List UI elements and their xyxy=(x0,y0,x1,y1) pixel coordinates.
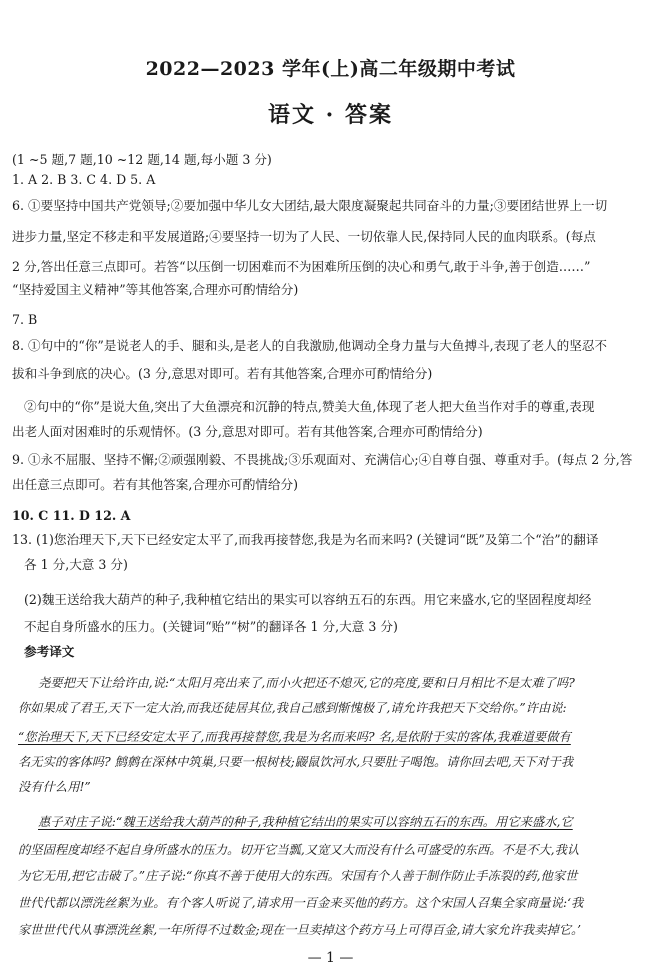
answer-line-9: 9. ①永不屈服、坚持不懈;②顽强刚毅、不畏挑战;③乐观面对、充满信心;④自尊自强、尊重对手。(每点 2 分,答 xyxy=(12,452,633,467)
answer-line-8: 8. ①句中的“你”是说老人的手、腿和头,是老人的自我激励,他调动全身力量与大鱼搏斗,表现了老人的坚忍不 xyxy=(12,338,608,353)
answer-line-13: 各 1 分,大意 3 分) xyxy=(24,557,128,572)
translation-line: 惠子对庄子说:“魏王送给我大葫芦的种子,我种植它结出的果实可以容纳五石的东西。用它来盛水,它 xyxy=(38,815,573,829)
translation-line: 世代代都以漂洗丝絮为业。有个客人听说了,请求用一百金来买他的药方。这个宋国人召集全家商量说:‘我 xyxy=(18,896,584,910)
translation-line: 为它无用,把它击破了。”庄子说:“你真不善于使用大的东西。宋国有个人善于制作防止手冻裂的药,他家世 xyxy=(18,869,578,883)
translation-heading: 参考译文 xyxy=(24,644,75,659)
answer-line-10-12: 10. C 11. D 12. A xyxy=(12,508,131,523)
answer-line-8: 出老人面对困难时的乐观情怀。(3 分,意思对即可。若有其他答案,合理亦可酌情给分) xyxy=(12,424,483,439)
page-subtitle: 语文 · 答案 xyxy=(268,102,393,128)
translation-line: 你如果成了君王,天下一定大治,而我还徒居其位,我自己感到惭愧极了,请允许我把天下交给你。”许由说: xyxy=(18,701,567,715)
page-title: 2022—2023 学年(上)高二年级期中考试 xyxy=(145,58,516,80)
scoring-note: (1 ~5 题,7 题,10 ~12 题,14 题,每小题 3 分) xyxy=(12,152,272,167)
page-number: — 1 — xyxy=(307,950,354,966)
translation-line: 名无实的客体吗? 鹪鹩在深林中筑巢,只要一根树枝;鼹鼠饮河水,只要肚子喝饱。请你回去吧,天下对于我 xyxy=(18,755,574,769)
translation-line: 的坚固程度却经不起自身所盛水的压力。切开它当瓢,又宽又大而没有什么可盛受的东西。不是不大,我认 xyxy=(18,843,580,857)
answer-line-13: 不起自身所盛水的压力。(关键词“贻”“树”的翻译各 1 分,大意 3 分) xyxy=(24,619,398,634)
translation-line: “您治理天下,天下已经安定太平了,而我再接替您,我是为名而来吗? 名,是依附于实的客体,我难道要做有 xyxy=(18,730,571,744)
answer-line-6: 进步力量,坚定不移走和平发展道路;④要坚持一切为了人民、一切依靠人民,保持同人民的血肉联系。(每点 xyxy=(12,229,596,244)
answer-line-8: ②句中的“你”是说大鱼,突出了大鱼漂亮和沉静的特点,赞美大鱼,体现了老人把大鱼当作对手的尊重,表现 xyxy=(24,399,595,414)
translation-line: 家世世代代从事漂洗丝絮,一年所得不过数金;现在一旦卖掉这个药方马上可得百金,请大家允许我卖掉它。’ xyxy=(18,923,582,937)
answer-line-1-5: 1. A 2. B 3. C 4. D 5. A xyxy=(12,172,156,187)
answer-line-6: 2 分,答出任意三点即可。若答“以压倒一切困难而不为困难所压倒的决心和勇气,敢于斗争,善于创造……” xyxy=(12,259,591,274)
answer-line-8: 拔和斗争到底的决心。(3 分,意思对即可。若有其他答案,合理亦可酌情给分) xyxy=(12,366,433,381)
answer-line-9: 出任意三点即可。若有其他答案,合理亦可酌情给分) xyxy=(12,477,298,492)
answer-line-13: (2)魏王送给我大葫芦的种子,我种植它结出的果实可以容纳五石的东西。用它来盛水,它的坚固程度却经 xyxy=(24,592,592,607)
answer-line-7: 7. B xyxy=(12,312,38,327)
answer-line-6: “坚持爱国主义精神”等其他答案,合理亦可酌情给分) xyxy=(12,282,299,297)
answer-line-6: 6. ①要坚持中国共产党领导;②要加强中华儿女大团结,最大限度凝聚起共同奋斗的力量;③要团结世界上一切 xyxy=(12,198,608,213)
answer-line-13: 13. (1)您治理天下,天下已经安定太平了,而我再接替您,我是为名而来吗? (关键词“既”及第二个“治”的翻译 xyxy=(12,532,599,547)
translation-line: 尧要把天下让给许由,说:“太阳月亮出来了,而小火把还不熄灭,它的亮度,要和日月相比不是太难了吗? xyxy=(38,676,575,690)
translation-line: 没有什么用!” xyxy=(18,780,91,794)
